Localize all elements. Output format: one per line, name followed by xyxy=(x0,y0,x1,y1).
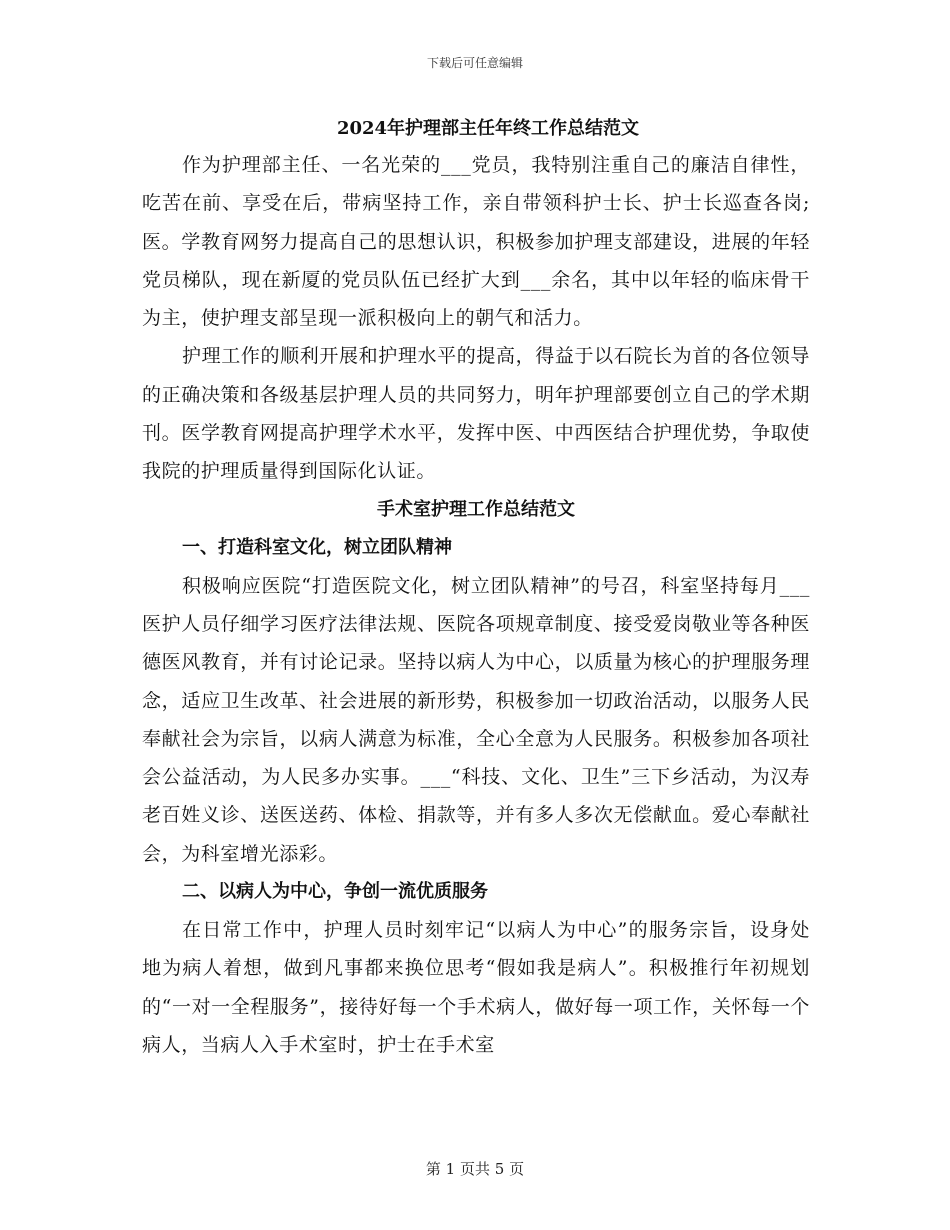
sub-title: 手术室护理工作总结范文 xyxy=(377,498,575,520)
paragraph-3: 积极响应医院“打造医院文化，树立团队精神”的号召，科室坚持每月___医护人员仔细学习医疗法律法规、医院各项规章制度、接受爱岗敬业等各种医德医风教育，并有讨论记录。坚持以病人为中心，以质量为核心的护理服务理念，适应卫生改革、社会进展的新形势，积极参加一切政治活动，以服务人民奉献社会为宗旨，以病人满意为标准，全心全意为人民服务。积极参加各项社会公益活动，为人民多办实事。___“科技、文化、卫生”三下乡活动，为汉寿老百姓义诊、送医送药、体检、捐款等，并有多人多次无偿献血。爱心奉献社会，为科室增光添彩。 xyxy=(142,574,810,865)
document-title: 2024年护理部主任年终工作总结范文 xyxy=(336,118,640,139)
paragraph-1: 作为护理部主任、一名光荣的___党员，我特别注重自己的廉洁自律性，吃苦在前、享受在后，带病坚持工作，亲自带领科护士长、护士长巡查各岗;医。学教育网努力提高自己的思想认识，积极参加护理支部建设，进展的年轻党员梯队，现在新厦的党员队伍已经扩大到___余名，其中以年轻的临床骨干为主，使护理支部呈现一派积极向上的朝气和活力。 xyxy=(142,154,810,330)
paragraph-2: 护理工作的顺利开展和护理水平的提高，得益于以石院长为首的各位领导的正确决策和各级基层护理人员的共同努力，明年护理部要创立自己的学术期刊。医学教育网提高护理学术水平，发挥中医、中西医结合护理优势，争取使我院的护理质量得到国际化认证。 xyxy=(142,345,810,483)
page-header: 下载后可任意编辑 xyxy=(426,56,523,70)
section-heading-1: 一、打造科室文化，树立团队精神 xyxy=(182,536,452,558)
section-heading-2: 二、以病人为中心，争创一流优质服务 xyxy=(182,881,488,903)
document-body xyxy=(142,112,810,1064)
paragraph-4: 在日常工作中，护理人员时刻牢记“以病人为中心”的服务宗旨，设身处地为病人着想，做到凡事都来换位思考“假如我是病人”。积极推行年初规划的“一对一全程服务”，接待好每一个手术病人，做好每一项工作，关怀每一个病人，当病人入手术室时，护士在手术室 xyxy=(142,919,810,1056)
page-footer: 第 1 页共 5 页 xyxy=(425,1160,525,1178)
